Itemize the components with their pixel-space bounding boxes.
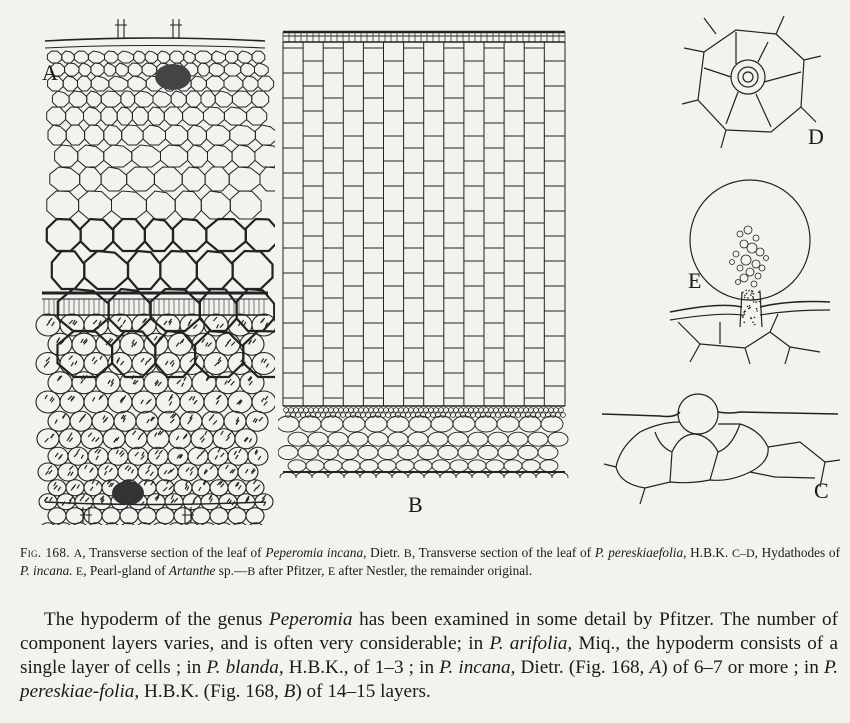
panel-label-b: B — [408, 492, 423, 517]
caption-author-2: , H.B.K. — [683, 545, 732, 560]
figure-caption — [20, 544, 840, 580]
caption-genus-4: Artanthe — [168, 563, 216, 578]
caption-text-5: after Pfitzer, — [255, 563, 328, 578]
body-text-1: The hypoderm of the genus — [44, 609, 269, 630]
body-text-8: ) of 14–15 layers. — [295, 681, 431, 702]
caption-ref-cd: C–D — [731, 546, 755, 560]
caption-species-1: Peperomia incana — [265, 545, 364, 560]
panel-label-a: A — [42, 60, 58, 85]
caption-species-3: P. incana. — [20, 563, 73, 578]
body-species-pereskiaefolia: P. pereskiae-folia, — [20, 657, 839, 702]
body-text-6: ) of 6–7 or more ; in — [661, 657, 824, 678]
body-ref-b: B — [283, 681, 296, 702]
panel-a-drawing — [30, 15, 275, 525]
body-text-2: has been examined in some detail by Pfitzer. The number of component layers varies, and is often very considerable; in — [20, 609, 838, 654]
caption-ref-e: E — [75, 564, 84, 578]
body-text-3: Miq., the hypoderm consists of a single layer of cells ; in — [20, 633, 838, 678]
body-species-blanda: P. blanda, — [206, 657, 284, 678]
panel-c-drawing — [600, 392, 840, 507]
caption-ref-e2: E — [327, 564, 336, 578]
panel-label-e: E — [688, 268, 702, 293]
body-text-7: H.B.K. (Fig. 168, — [139, 681, 284, 702]
panel-e-drawing — [660, 172, 840, 367]
caption-text-2: , Transverse section of the leaf of — [411, 545, 595, 560]
body-genus: Peperomia — [268, 609, 353, 630]
body-ref-a: A — [649, 657, 662, 678]
caption-text-1: , Transverse section of the leaf of — [82, 545, 266, 560]
caption-text-6: after Nestler, the remainder original. — [335, 563, 533, 578]
body-text-4: H.B.K., of 1–3 ; in — [283, 657, 440, 678]
caption-text-4: , Pearl-gland of — [83, 563, 169, 578]
caption-ref-a: A — [73, 546, 83, 560]
panel-d-drawing — [676, 12, 826, 152]
body-paragraph — [20, 608, 838, 704]
caption-rest-4: sp.— — [215, 563, 248, 578]
body-text-5: Dietr. (Fig. 168, — [515, 657, 650, 678]
panel-label-c: C — [814, 478, 829, 503]
caption-species-2: P. pereskiaefolia — [594, 545, 684, 560]
caption-ref-b2: B — [247, 564, 256, 578]
caption-fig-label: Fig. 168. — [20, 545, 70, 560]
caption-author-1: , Dietr. — [363, 545, 404, 560]
panel-b-drawing — [278, 28, 570, 478]
caption-ref-b: B — [403, 546, 412, 560]
panel-label-d: D — [808, 124, 824, 149]
body-species-incana: P. incana, — [439, 657, 516, 678]
caption-text-3: , Hydathodes of — [754, 545, 840, 560]
body-species-arifolia: P. arifolia, — [489, 633, 573, 654]
